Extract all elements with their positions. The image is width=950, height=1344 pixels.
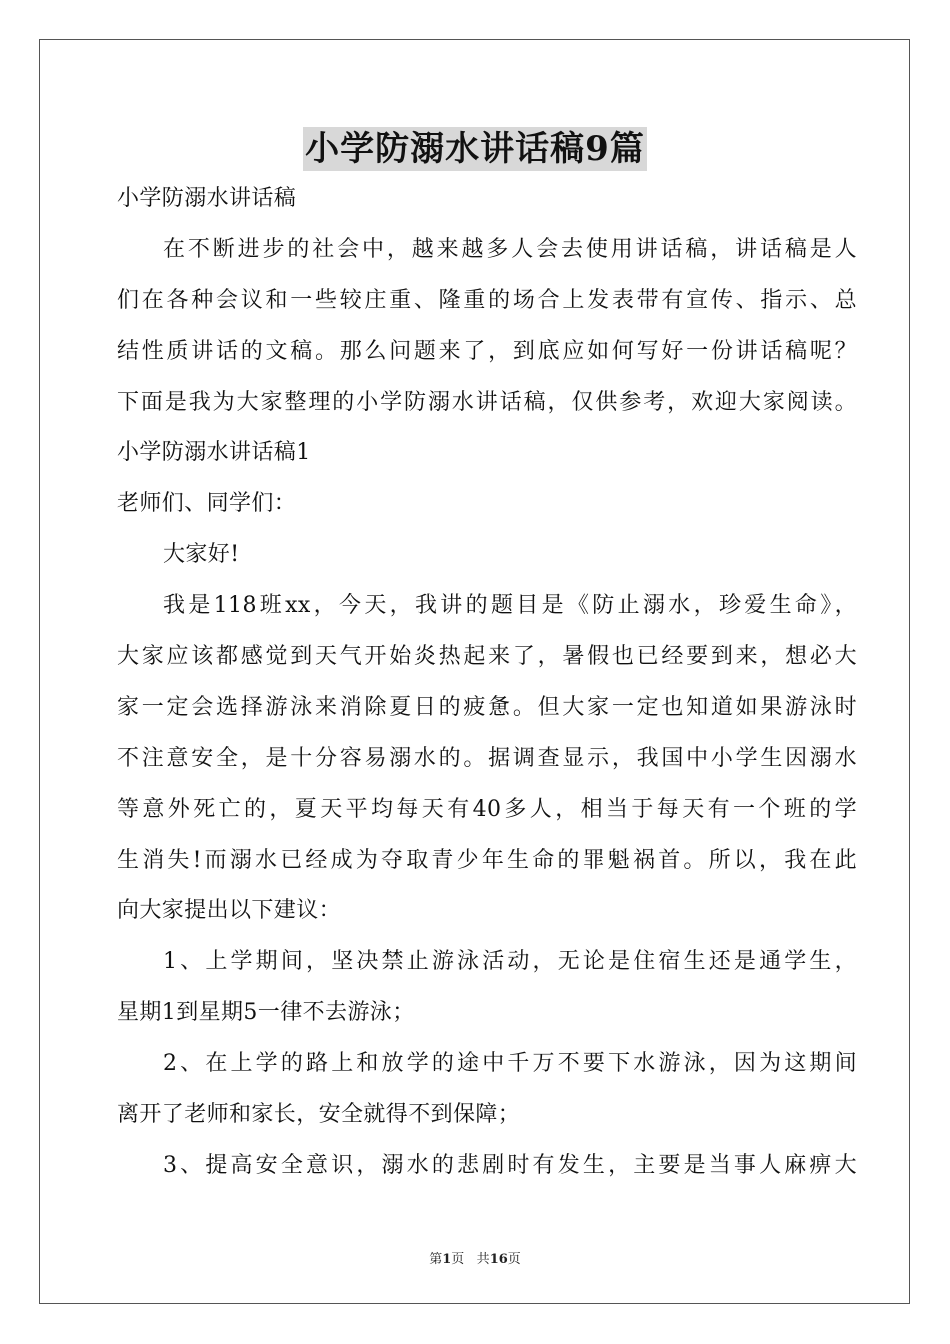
document-body xyxy=(117,174,857,1192)
paragraph-line: 在不断进步的社会中，越来越多人会去使用讲话稿，讲话稿是人 xyxy=(163,236,857,262)
paragraph-line: 向大家提出以下建议： xyxy=(117,898,342,924)
paragraph-line: 等意外死亡的，夏天平均每天有40多人，相当于每天有一个班的学 xyxy=(117,796,857,822)
paragraph-line: 不注意安全，是十分容易溺水的。据调查显示，我国中小学生因溺水 xyxy=(117,745,857,771)
paragraph-line: 结性质讲话的文稿。那么问题来了，到底应如何写好一份讲话稿呢？ xyxy=(117,338,857,364)
list-item-line: 星期1到星期5一律不去游泳； xyxy=(117,1000,415,1026)
total-label-suffix: 页 xyxy=(507,1252,521,1267)
list-item-line: 离开了老师和家长，安全就得不到保障； xyxy=(117,1102,521,1128)
paragraph-line: 我是118班xx，今天，我讲的题目是《防止溺水，珍爱生命》， xyxy=(163,593,857,619)
list-item-line: 3、提高安全意识，溺水的悲剧时有发生，主要是当事人麻痹大 xyxy=(163,1152,857,1178)
list-item-line: 2、在上学的路上和放学的途中千万不要下水游泳，因为这期间 xyxy=(163,1051,857,1077)
document-title: 小学防溺水讲话稿9篇 xyxy=(305,129,645,169)
paragraph-line: 家一定会选择游泳来消除夏日的疲惫。但大家一定也知道如果游泳时 xyxy=(117,694,857,720)
page-label-prefix: 第 xyxy=(429,1252,443,1267)
page-label-suffix: 页 xyxy=(451,1252,465,1267)
page-footer xyxy=(0,1248,950,1267)
title-wrap xyxy=(0,127,950,171)
total-pages: 16 xyxy=(489,1252,508,1267)
greeting: 大家好! xyxy=(163,542,240,568)
paragraph-line: 下面是我为大家整理的小学防溺水讲话稿，仅供参考，欢迎大家阅读。 xyxy=(117,389,857,415)
paragraph-line: 们在各种会议和一些较庄重、隆重的场合上发表带有宣传、指示、总 xyxy=(117,287,857,313)
salutation: 老师们、同学们： xyxy=(117,491,297,517)
section-heading: 小学防溺水讲话稿 xyxy=(117,186,297,211)
page-number: 1 xyxy=(442,1252,452,1267)
list-item-line: 1、上学期间，坚决禁止游泳活动，无论是住宿生还是通学生， xyxy=(163,949,857,975)
paragraph-line: 生消失!而溺水已经成为夺取青少年生命的罪魁祸首。所以，我在此 xyxy=(117,847,857,873)
paragraph-line: 大家应该都感觉到天气开始炎热起来了，暑假也已经要到来，想必大 xyxy=(117,644,857,670)
section-heading: 小学防溺水讲话稿1 xyxy=(117,440,311,466)
total-label-prefix: 共 xyxy=(476,1252,490,1267)
